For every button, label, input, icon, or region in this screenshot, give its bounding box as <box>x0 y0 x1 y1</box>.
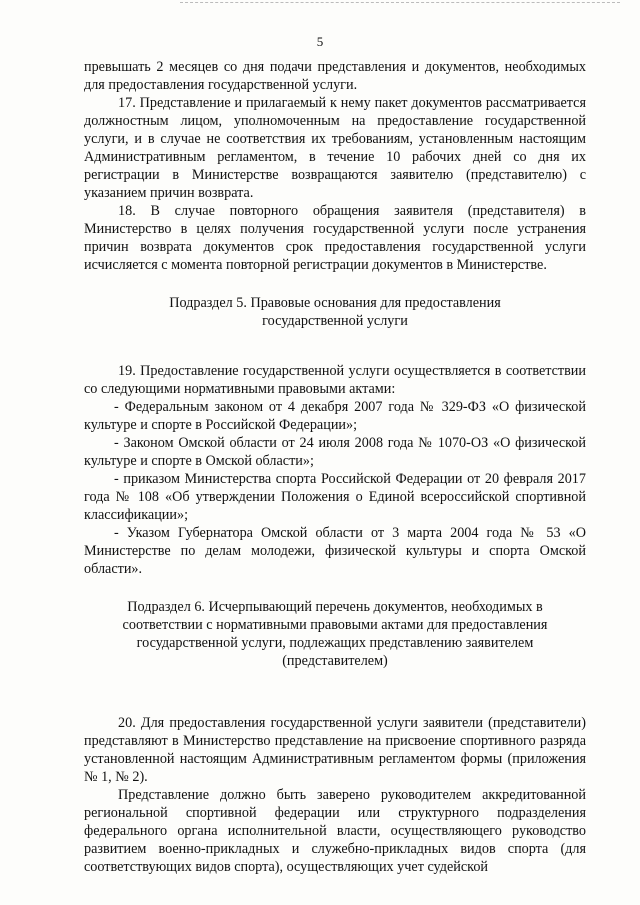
law-item-1: - Федеральным законом от 4 декабря 2007 года № 329-ФЗ «О физической культуре и спорте в Российской Федерации»; <box>84 399 586 433</box>
paragraph-19: 19. Предоставление государственной услуги осуществляется в соответствии со следующими нормативными правовыми актами: <box>84 363 586 397</box>
document-body <box>84 58 586 876</box>
section-heading-6-line-3: государственной услуги, подлежащих представлению заявителем <box>136 635 534 651</box>
section-heading-6-line-1: Подраздел 6. Исчерпывающий перечень документов, необходимых в <box>127 599 543 615</box>
law-item-2: - Законом Омской области от 24 июля 2008 года № 1070-ОЗ «О физической культуре и спорте в Омской области»; <box>84 435 586 469</box>
scan-top-border <box>180 2 620 4</box>
paragraph-18: 18. В случае повторного обращения заявителя (представителя) в Министерство в целях получения государственной услуги после устранения причин возврата документов срок предоставления государственной услуги исчисляется с момента повторной регистрации документов в Министерстве. <box>84 203 586 273</box>
law-item-4: - Указом Губернатора Омской области от 3 марта 2004 года № 53 «О Министерстве по делам молодежи, физической культуры и спорта Омской области». <box>84 525 586 577</box>
paragraph-20: 20. Для предоставления государственной услуги заявители (представители) представляют в Министерство представление на присвоение спортивного разряда установленной настоящим Административным регламентом формы (приложения № 1, № 2). <box>84 715 586 785</box>
paragraph-21: Представление должно быть заверено руководителем аккредитованной региональной спортивной федерации или структурного подразделения федерального органа исполнительной власти, осуществляющего руководство развитием военно-прикладных и служебно-прикладных видов спорта (для соответствующих видов спорта), осуществляющих учет судейской <box>84 787 586 875</box>
section-heading-5 <box>84 294 586 330</box>
paragraph-continuation: превышать 2 месяцев со дня подачи представления и документов, необходимых для предоставления государственной услуги. <box>84 59 586 93</box>
law-item-3: - приказом Министерства спорта Российской Федерации от 20 февраля 2017 года № 108 «Об утверждении Положения о Единой всероссийской спортивной классификации»; <box>84 471 586 523</box>
section-heading-6 <box>84 598 586 670</box>
section-heading-6-line-4: (представителем) <box>282 653 388 669</box>
paragraph-17: 17. Представление и прилагаемый к нему пакет документов рассматривается должностным лицом, уполномоченным на предоставление государственной услуги, и в случае не соответствия их требованиям, установленным настоящим Административным регламентом, в течение 10 рабочих дней со дня их регистрации в Министерстве возвращаются заявителю (представителю) с указанием причин возврата. <box>84 95 586 201</box>
section-heading-5-line-1: Подраздел 5. Правовые основания для предоставления <box>169 295 501 311</box>
section-heading-6-line-2: соответствии с нормативными правовыми актами для предоставления <box>122 617 548 633</box>
page-number: 5 <box>316 34 324 49</box>
section-heading-5-line-2: государственной услуги <box>262 313 408 329</box>
